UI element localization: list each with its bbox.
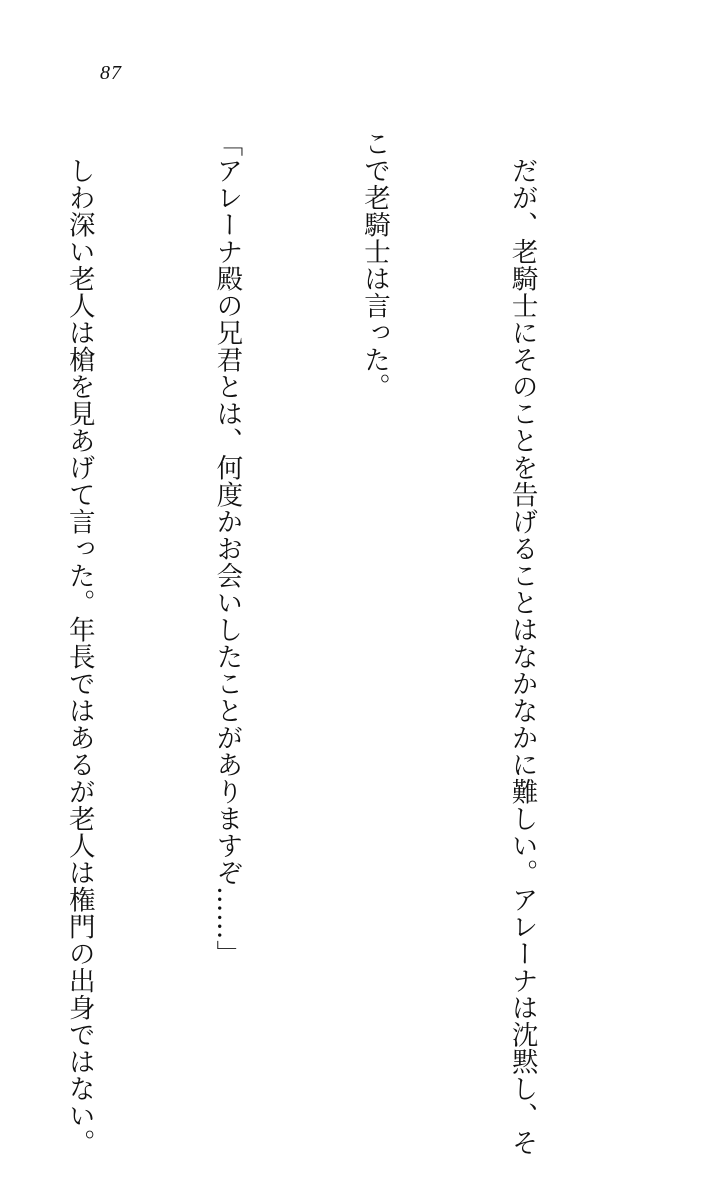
vertical-text-body (0, 130, 645, 1156)
text-line: 「アレーナ殿の兄君とは、何度かお会いしたことがありますぞ……」 (211, 130, 243, 967)
text-line: しわ深い老人は槍を見あげて言った。年長ではあるが老人は権門の出身ではない。 (63, 130, 95, 1156)
text-line: だが、老騎士にそのことを告げることはなかなかに難しい。アレーナは沈黙し、そ (506, 130, 538, 1156)
page-number: 87 (100, 62, 122, 84)
text-line: こで老騎士は言った。 (358, 130, 390, 400)
